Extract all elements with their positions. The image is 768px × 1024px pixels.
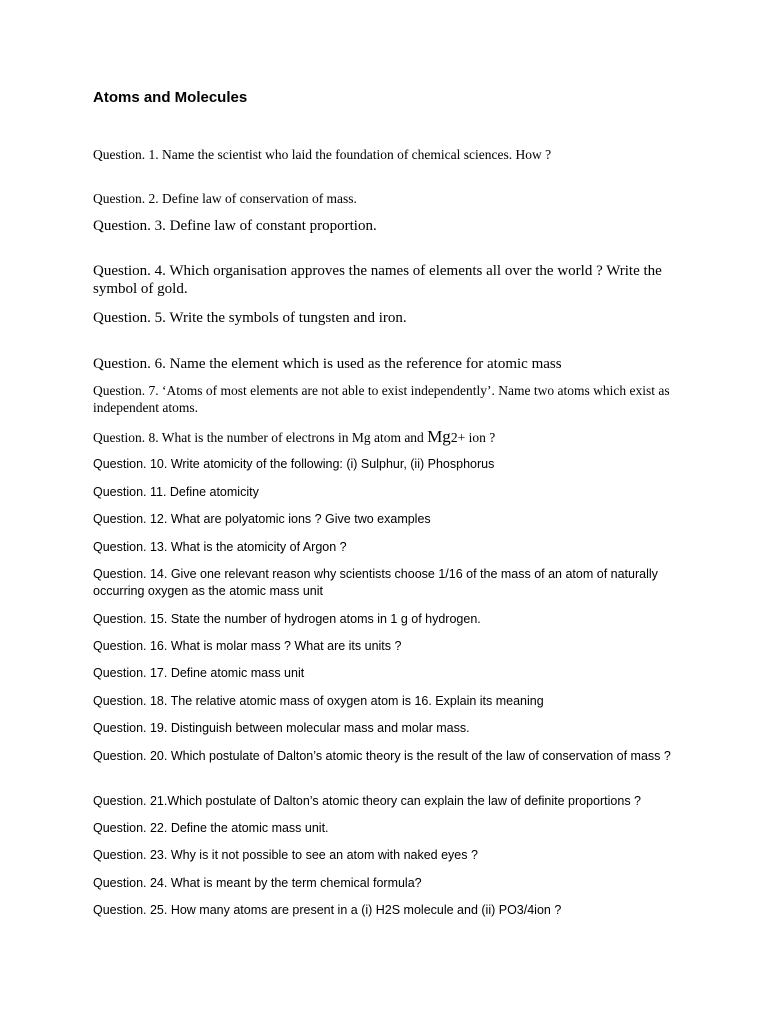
question-7: Question. 7. ‘Atoms of most elements are not able to exist independently’. Name two atoms which exist as independent atoms. (93, 383, 670, 415)
question-8-charge: 2+ (450, 430, 466, 445)
question-11: Question. 11. Define atomicity (93, 485, 259, 499)
question-14: Question. 14. Give one relevant reason why scientists choose 1/16 of the mass of an atom of naturally occurring oxygen as the atomic mass unit (93, 567, 658, 598)
question-21: Question. 21.Which postulate of Dalton’s atomic theory can explain the law of definite proportions ? (93, 794, 641, 808)
question-3: Question. 3. Define law of constant proportion. (93, 218, 377, 234)
question-8-text: Question. 8. What is the number of electrons in Mg atom and (93, 430, 428, 445)
question-16: Question. 16. What is molar mass ? What are its units ? (93, 639, 402, 653)
question-20: Question. 20. Which postulate of Dalton’s atomic theory is the result of the law of conservation of mass ? (93, 749, 671, 763)
question-6: Question. 6. Name the element which is used as the reference for atomic mass (93, 356, 562, 372)
page-title: Atoms and Molecules (93, 89, 248, 106)
question-19: Question. 19. Distinguish between molecular mass and molar mass. (93, 721, 470, 735)
question-4: Question. 4. Which organisation approves the names of elements all over the world ? Write the symbol of gold. (93, 263, 662, 297)
question-12: Question. 12. What are polyatomic ions ? Give two examples (93, 512, 431, 526)
question-24: Question. 24. What is meant by the term chemical formula? (93, 876, 422, 890)
question-25: Question. 25. How many atoms are present in a (i) H2S molecule and (ii) PO3/4ion ? (93, 903, 562, 917)
question-10: Question. 10. Write atomicity of the following: (i) Sulphur, (ii) Phosphorus (93, 457, 495, 471)
question-5: Question. 5. Write the symbols of tungsten and iron. (93, 310, 407, 326)
question-23: Question. 23. Why is it not possible to see an atom with naked eyes ? (93, 848, 478, 862)
question-2: Question. 2. Define law of conservation of mass. (93, 191, 357, 206)
question-8 (93, 428, 673, 446)
question-17: Question. 17. Define atomic mass unit (93, 666, 305, 680)
question-1: Question. 1. Name the scientist who laid the foundation of chemical sciences. How ? (93, 147, 552, 162)
question-22: Question. 22. Define the atomic mass unit. (93, 821, 329, 835)
question-15: Question. 15. State the number of hydrogen atoms in 1 g of hydrogen. (93, 612, 481, 626)
question-8-suffix: ion ? (465, 430, 496, 445)
question-8-ion: Mg (427, 427, 451, 446)
question-18: Question. 18. The relative atomic mass of oxygen atom is 16. Explain its meaning (93, 694, 544, 708)
question-13: Question. 13. What is the atomicity of Argon ? (93, 540, 347, 554)
